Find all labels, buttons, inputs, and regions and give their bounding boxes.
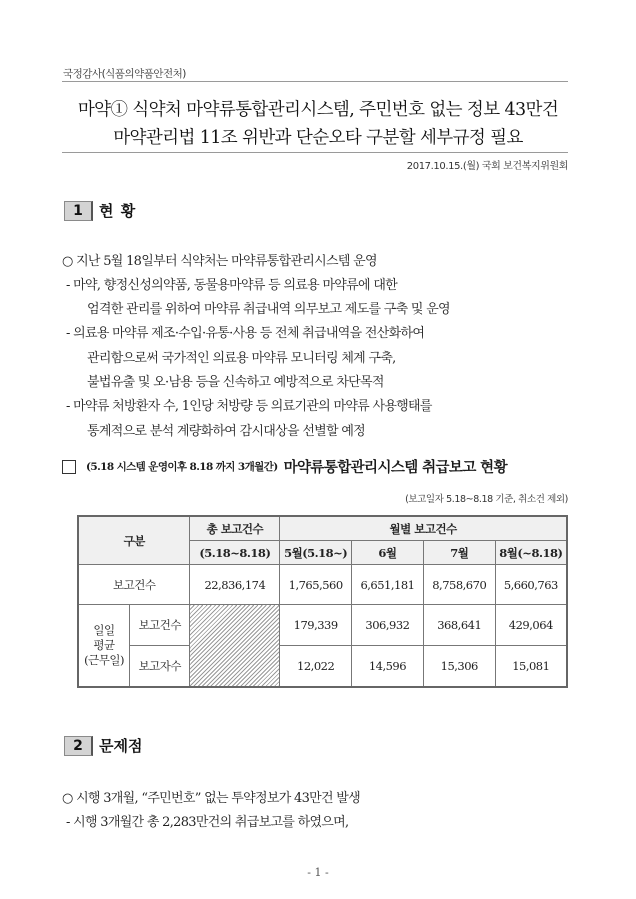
header-month: 8월(~8.18): [495, 541, 567, 565]
table-row: [78, 605, 567, 646]
body-line: - 시행 3개월간 총 2,283만건의 취급보고를 하였으며,: [66, 815, 349, 830]
section-number-box: 1: [64, 201, 93, 221]
header-month: 6월: [352, 541, 424, 565]
cell-value: 15,081: [495, 646, 567, 688]
section-title: 현 황: [99, 202, 137, 220]
body-line: 통계적으로 분석 계량화하여 감시대상을 선별할 예정: [87, 424, 366, 439]
row-label: 보고자수: [130, 646, 190, 688]
group-label-line: 평균: [93, 638, 115, 652]
cell-value: 368,641: [423, 605, 495, 646]
body-line: 불법유출 및 오·남용 등을 신속하고 예방적으로 차단목적: [87, 375, 384, 390]
top-divider: [62, 81, 568, 82]
page-number: - 1 -: [307, 866, 329, 879]
dateline: 2017.10.15.(월) 국회 보건복지위원회: [406, 161, 568, 172]
cell-value: 15,306: [423, 646, 495, 688]
table-row: [78, 646, 567, 688]
header-month: 7월: [423, 541, 495, 565]
row-label: 보고건수: [130, 605, 190, 646]
group-label-line: (근무일): [84, 653, 124, 667]
header-total-label: 총 보고건수: [190, 516, 280, 541]
report-status-table: [77, 515, 568, 688]
table-note: (보고일자 5.18~8.18 기준, 취소건 제외): [405, 494, 568, 505]
cell-value: 8,758,670: [423, 565, 495, 605]
document-category-label: 국정감사(식품의약품안전처): [63, 68, 186, 80]
checkbox-icon: [62, 460, 76, 474]
cell-value: 14,596: [352, 646, 424, 688]
title-divider: [62, 152, 568, 153]
table-subheading: [62, 456, 507, 477]
hatched-empty-cell: [190, 605, 280, 688]
cell-value: 12,022: [280, 646, 352, 688]
cell-value: 6,651,181: [352, 565, 424, 605]
cell-value: 306,932: [352, 605, 424, 646]
table-row: [78, 565, 567, 605]
body-line: 엄격한 관리를 위하여 마약류 취급내역 의무보고 제도를 구축 및 운영: [87, 302, 450, 317]
body-line: - 마약류 처방환자 수, 1인당 처방량 등 의료기관의 마약류 사용행태를: [66, 399, 432, 414]
body-line: - 마약, 향정신성의약품, 동물용마약류 등 의료용 마약류에 대한: [66, 278, 398, 293]
cell-total: 22,836,174: [190, 565, 280, 605]
section-number-box: 2: [64, 736, 93, 756]
header-category: 구분: [78, 516, 190, 565]
cell-value: 5,660,763: [495, 565, 567, 605]
body-line: 관리함으로써 국가적인 의료용 마약류 모니터링 체계 구축,: [87, 351, 396, 366]
body-line: ○ 시행 3개월, “주민번호” 없는 투약정보가 43만건 발생: [62, 791, 361, 806]
group-label-line: 일일: [93, 623, 115, 637]
cell-value: 1,765,560: [280, 565, 352, 605]
row-group-label: [78, 605, 130, 688]
header-monthly-label: 월별 보고건수: [280, 516, 567, 541]
body-line: ○ 지난 5월 18일부터 식약처는 마약류통합관리시스템 운영: [62, 254, 377, 269]
row-label: 보고건수: [78, 565, 190, 605]
cell-value: 429,064: [495, 605, 567, 646]
title-line-1: 마약① 식약처 마약류통합관리시스템, 주민번호 없는 정보 43만건: [77, 100, 559, 120]
subheading-title: 마약류통합관리시스템 취급보고 현황: [283, 459, 508, 476]
cell-value: 179,339: [280, 605, 352, 646]
title-line-2: 마약관리법 11조 위반과 단순오타 구분할 세부규정 필요: [113, 128, 523, 148]
body-line: - 의료용 마약류 제조·수입·유통·사용 등 전체 취급내역을 전산화하여: [66, 326, 425, 341]
header-total-period: (5.18~8.18): [190, 541, 280, 565]
section-heading-status: [64, 200, 136, 221]
header-month: 5월(5.18~): [280, 541, 352, 565]
subheading-period: (5.18 시스템 운영이후 8.18 까지 3개월간): [86, 461, 278, 473]
section-heading-problems: [64, 735, 142, 756]
section-title: 문제점: [99, 737, 143, 755]
